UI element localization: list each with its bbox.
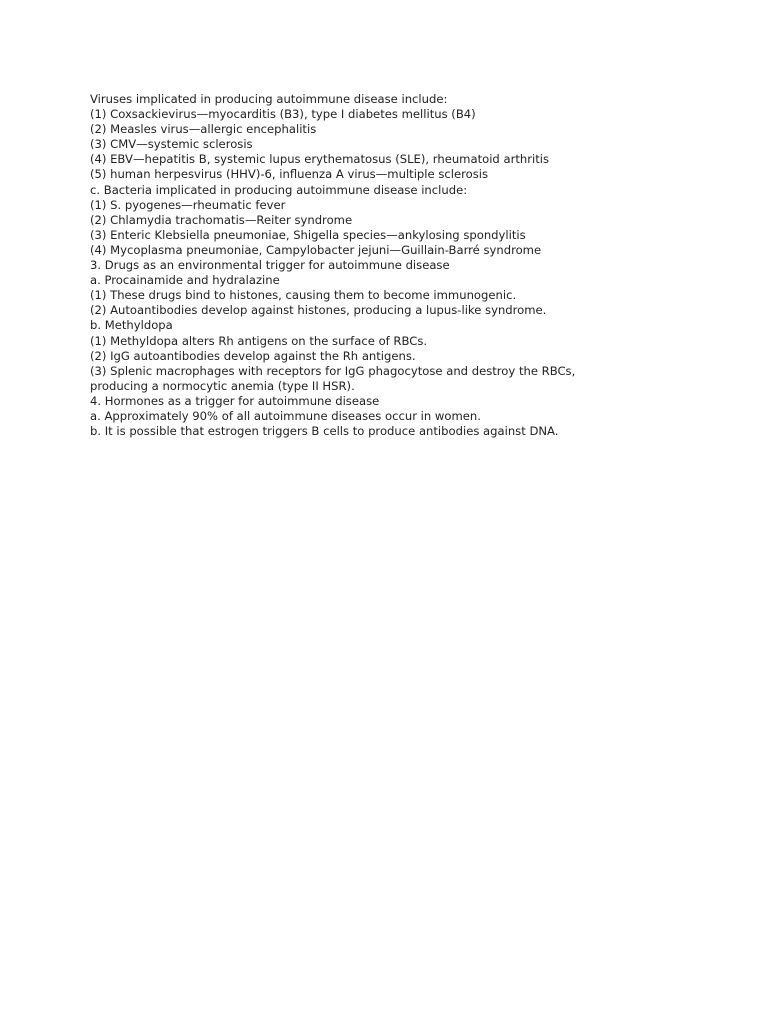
- text-line: a. Procainamide and hydralazine: [90, 273, 280, 288]
- text-line: (5) human herpesvirus (HHV)-6, influenza A virus—multiple sclerosis: [90, 167, 489, 182]
- text-line: (1) These drugs bind to histones, causing them to become immunogenic.: [90, 288, 517, 303]
- document-body: [90, 92, 730, 439]
- text-line: (3) CMV—systemic sclerosis: [90, 137, 253, 152]
- text-line: (2) Chlamydia trachomatis—Reiter syndrome: [90, 212, 353, 227]
- text-line: b. It is possible that estrogen triggers B cells to produce antibodies against DNA.: [90, 424, 559, 439]
- text-line: a. Approximately 90% of all autoimmune diseases occur in women.: [90, 408, 481, 423]
- text-line: (1) Methyldopa alters Rh antigens on the surface of RBCs.: [90, 333, 428, 348]
- text-line: (2) Measles virus—allergic encephalitis: [90, 122, 317, 137]
- text-line: (1) S. pyogenes—rheumatic fever: [90, 197, 286, 212]
- text-line: (4) Mycoplasma pneumoniae, Campylobacter jejuni—Guillain-Barré syndrome: [90, 242, 542, 257]
- text-line: producing a normocytic anemia (type II HSR).: [90, 378, 355, 393]
- text-line: (1) Coxsackievirus—myocarditis (B3), type I diabetes mellitus (B4): [90, 107, 476, 122]
- text-line: b. Methyldopa: [90, 318, 173, 333]
- text-line: (3) Splenic macrophages with receptors for IgG phagocytose and destroy the RBCs,: [90, 363, 576, 378]
- text-line: c. Bacteria implicated in producing autoimmune disease include:: [90, 182, 468, 197]
- text-line: 4. Hormones as a trigger for autoimmune disease: [90, 393, 380, 408]
- text-line: (2) IgG autoantibodies develop against the Rh antigens.: [90, 348, 416, 363]
- text-line: Viruses implicated in producing autoimmune disease include:: [90, 92, 448, 106]
- text-line: (4) EBV—hepatitis B, systemic lupus erythematosus (SLE), rheumatoid arthritis: [90, 152, 550, 167]
- text-line: (3) Enteric Klebsiella pneumoniae, Shigella species—ankylosing spondylitis: [90, 227, 526, 242]
- text-line: (2) Autoantibodies develop against histones, producing a lupus-like syndrome.: [90, 303, 547, 318]
- text-line: 3. Drugs as an environmental trigger for autoimmune disease: [90, 258, 450, 273]
